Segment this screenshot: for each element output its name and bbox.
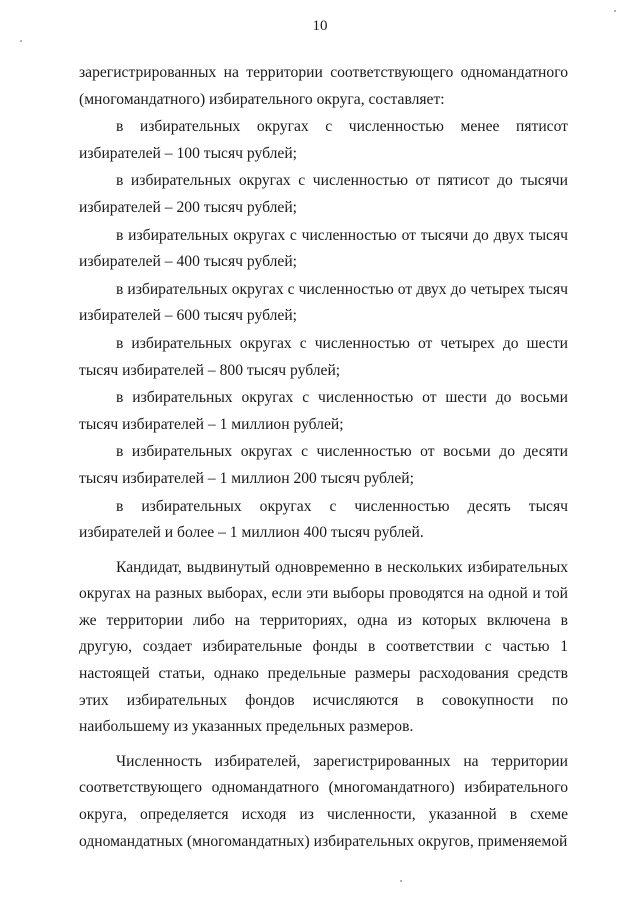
page-number: 10	[312, 18, 328, 34]
list-item: в избирательных округах с численностью от тысячи до двух тысяч избирателей – 400 тысяч рублей;	[79, 226, 568, 271]
list-item: в избирательных округах с численностью от четырех до шести тысяч избирателей – 800 тысяч рублей;	[79, 334, 568, 379]
list-item: в избирательных округах с численностью десять тысяч избирателей и более – 1 миллион 400 тысяч рублей.	[79, 497, 568, 542]
paragraph-candidate: Кандидат, выдвинутый одновременно в нескольких избирательных округах на разных выборах, если эти выборы проводятся на одной и той же территории либо на территориях, одна из которых включена в другую, создает избирательные фонды в соответствии с частью 1 настоящей статьи, однако предельные размеры расходования средств этих избирательных фондов исчисляются в совокупности по наибольшему из указанных предельных размеров.	[79, 558, 568, 736]
intro-continuation: зарегистрированных на территории соответствующего одномандатного (многомандатного) избирательного округа, составляет:	[79, 64, 568, 108]
document-body	[79, 60, 568, 855]
scan-speck	[20, 40, 22, 42]
list-item: в избирательных округах с численностью от шести до восьми тысяч избирателей – 1 миллион рублей;	[79, 389, 568, 433]
list-item: в избирательных округах с численностью от пятисот до тысячи избирателей – 200 тысяч рублей;	[79, 172, 568, 216]
list-item: в избирательных округах с численностью от двух до четырех тысяч избирателей – 600 тысяч рублей;	[79, 280, 568, 325]
list-item: в избирательных округах с численностью менее пятисот избирателей – 100 тысяч рублей;	[79, 118, 568, 162]
list-item: в избирательных округах с численностью от восьми до десяти тысяч избирателей – 1 миллион 200 тысяч рублей;	[79, 443, 568, 487]
scan-speck	[400, 880, 402, 882]
paragraph-voter-count: Численность избирателей, зарегистрированных на территории соответствующего одномандатного (многомандатного) избирательного округа, определяется исходя из численности, указанной в схеме одномандатных (многомандатных) избирательных округов, применяемой	[79, 752, 568, 850]
scan-speck	[614, 10, 616, 12]
